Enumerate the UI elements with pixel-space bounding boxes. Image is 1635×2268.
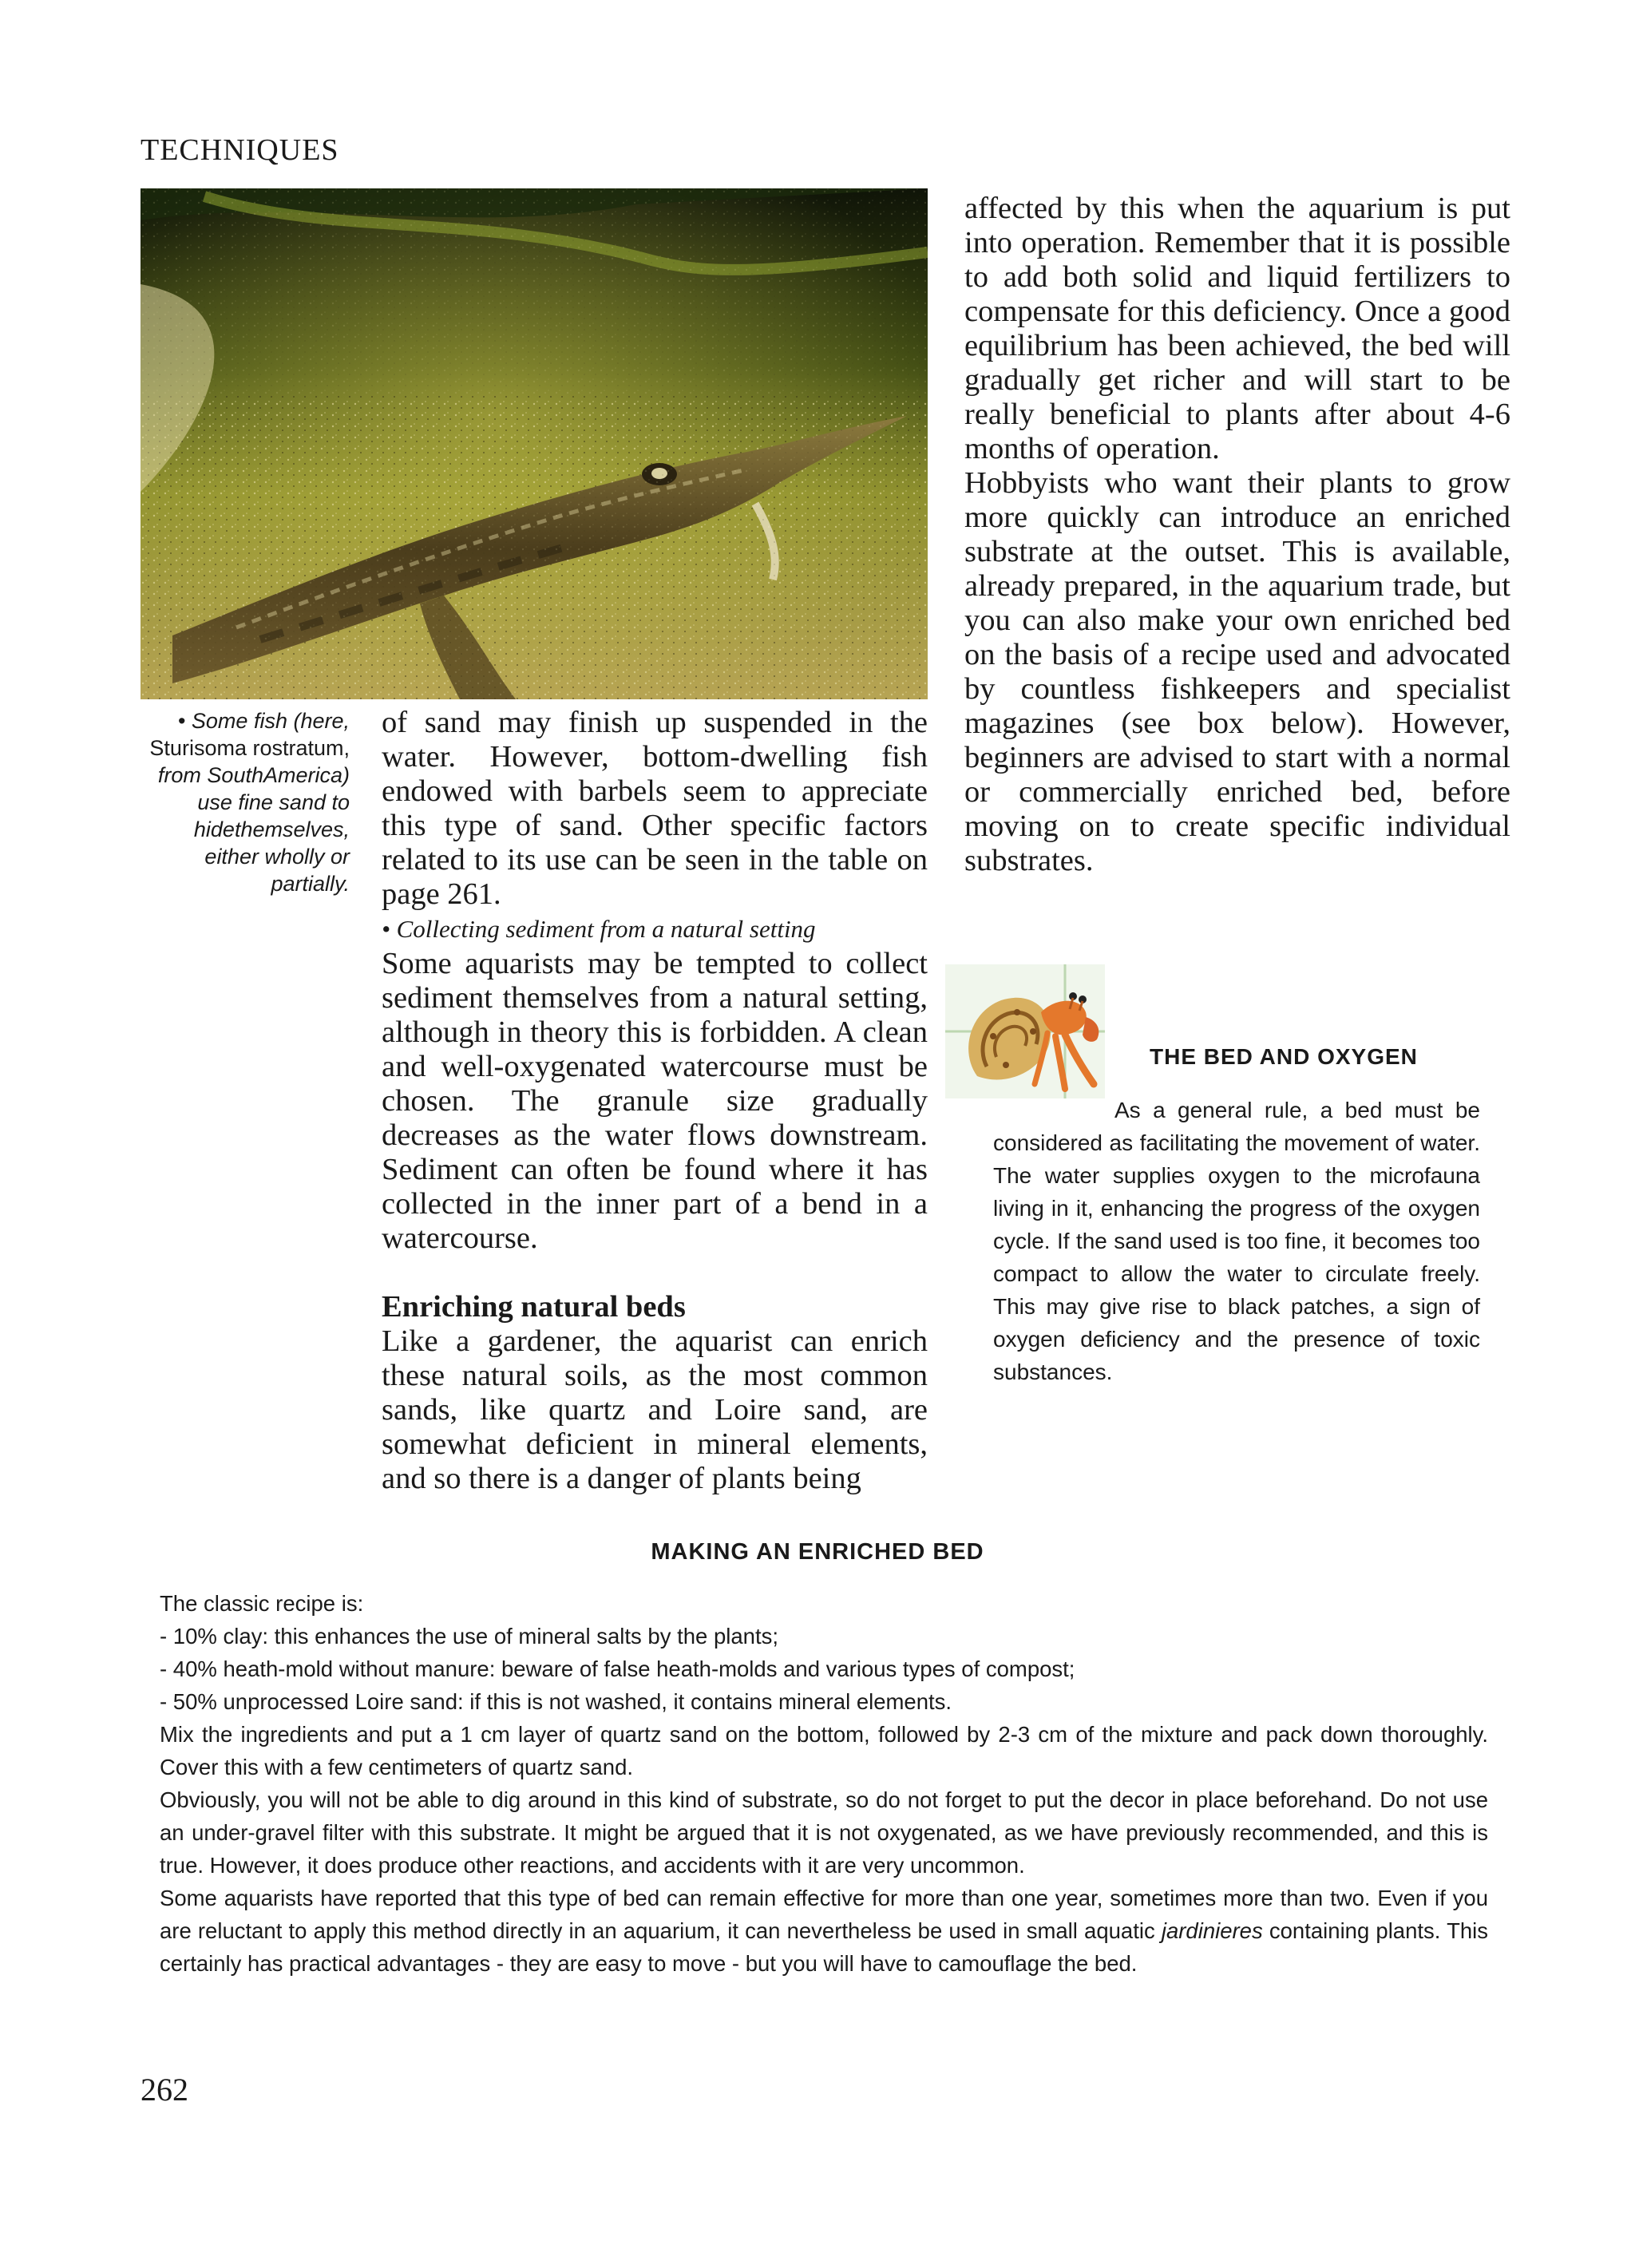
recipe-box-body xyxy=(160,1587,1488,1980)
hermit-crab-icon xyxy=(945,964,1105,1098)
page-number: 262 xyxy=(141,2072,188,2108)
caption-text-part2: from SouthAmerica) use fine sand to hidethemselves, either wholly or partially. xyxy=(157,763,350,896)
recipe-item-heath-mold: - 40% heath-mold without manure: beware of false heath-molds and various types of compost; xyxy=(160,1656,1075,1681)
subheading-collecting-sediment: • Collecting sediment from a natural setting xyxy=(382,915,816,943)
recipe-item-clay: - 10% clay: this enhances the use of mineral salts by the plants; xyxy=(160,1624,778,1649)
caption-bullet: • xyxy=(177,709,186,733)
middle-column xyxy=(382,706,928,1496)
recipe-item-loire-sand: - 50% unprocessed Loire sand: if this is not washed, it contains mineral elements. xyxy=(160,1689,952,1714)
caption-text-part1: Some fish (here, xyxy=(191,709,350,733)
right-paragraph-1: affected by this when the aquarium is put into operation. Remember that it is possible to add both solid and liquid fertilizers to compensate for this deficiency. Once a good equilibrium has been achieved, the bed will gradually get richer and will start to be really beneficial to plants after about 4-6 months of operation. xyxy=(964,192,1510,465)
recipe-paragraph-2: Obviously, you will not be able to dig around in this kind of substrate, so do not forget to put the decor in place beforehand. Do not use an under-gravel filter with this substrate. It might be argued that it is not oxygenated, as we have previously recommended, and this is true. However, it does produce other reactions, and accidents with it are very uncommon. xyxy=(160,1787,1488,1878)
photo-caption xyxy=(141,707,350,897)
recipe-intro: The classic recipe is: xyxy=(160,1591,364,1616)
subheading-enriching-beds: Enriching natural beds xyxy=(382,1290,686,1324)
recipe-paragraph-1: Mix the ingredients and put a 1 cm layer of quartz sand on the bottom, followed by 2-3 cm of the mixture and pack down thoroughly. Cover this with a few centimeters of quartz sand. xyxy=(160,1722,1488,1779)
middle-paragraph-2: Some aquarists may be tempted to collect sediment themselves from a natural setting, although in theory this is forbidden. A clean and well-oxygenated watercourse must be chosen. The granule size gradually decreases as the water flows downstream. Sediment can often be found where it has collected in the inner part of a bend in a watercourse. xyxy=(382,947,928,1255)
recipe-paragraph-3-start: Some aquarists have reported that this type of bed can remain effective for more than one year, sometimes more than two. Even if you are reluctant to apply this method directly in an aquarium, it can nevertheless be used in small aquatic xyxy=(160,1886,1488,1943)
recipe-box-title: MAKING AN ENRICHED BED xyxy=(651,1539,984,1565)
oxygen-box-body: As a general rule, a bed must be considered as facilitating the movement of water. The water supplies oxygen to the microfauna living in it, enhancing the progress of the oxygen cycle. If the sand used is too fine, it becomes too compact to allow the water to circulate freely. This may give rise to black patches, a sign of oxygen deficiency and the presence of toxic substances. xyxy=(993,1098,1480,1384)
fish-photo-graphic xyxy=(141,188,928,699)
right-column xyxy=(964,192,1510,878)
middle-paragraph-3: Like a gardener, the aquarist can enrich these natural soils, as the most common sands, like quartz and Loire sand, are somewhat deficient in mineral elements, and so there is a danger of plants being xyxy=(382,1324,928,1495)
right-paragraph-2: Hobbyists who want their plants to grow more quickly can introduce an enriched substrate at the outset. This is available, already prepared, in the aquarium trade, but you can also make your own enriched bed on the basis of a recipe used and advocated by countless fishkeepers and specialist magazines (see box below). However, beginners are advised to start with a normal or commercially enriched bed, before moving on to create specific individual substrates. xyxy=(964,466,1510,877)
middle-paragraph-1: of sand may finish up suspended in the water. However, bottom-dwelling fish endowed with barbels seem to appreciate this type of sand. Other specific factors related to its use can be seen in the table on page 261. xyxy=(382,706,928,911)
caption-species-name: Sturisoma rostratum, xyxy=(149,736,350,760)
recipe-paragraph-3-italic: jardinieres xyxy=(1161,1918,1263,1943)
recipe-paragraph-3-end: containing plants. This certainly has practical advantages - they are easy to move - but you will have to camouflage the bed. xyxy=(160,1918,1489,1976)
oxygen-box-text xyxy=(993,1094,1480,1388)
oxygen-box-title: THE BED AND OXYGEN xyxy=(1150,1044,1418,1069)
recipe-paragraph-3 xyxy=(160,1882,1488,1980)
fish-photo xyxy=(141,188,928,699)
section-header: TECHNIQUES xyxy=(141,133,339,167)
hermit-crab-graphic xyxy=(945,964,1105,1098)
